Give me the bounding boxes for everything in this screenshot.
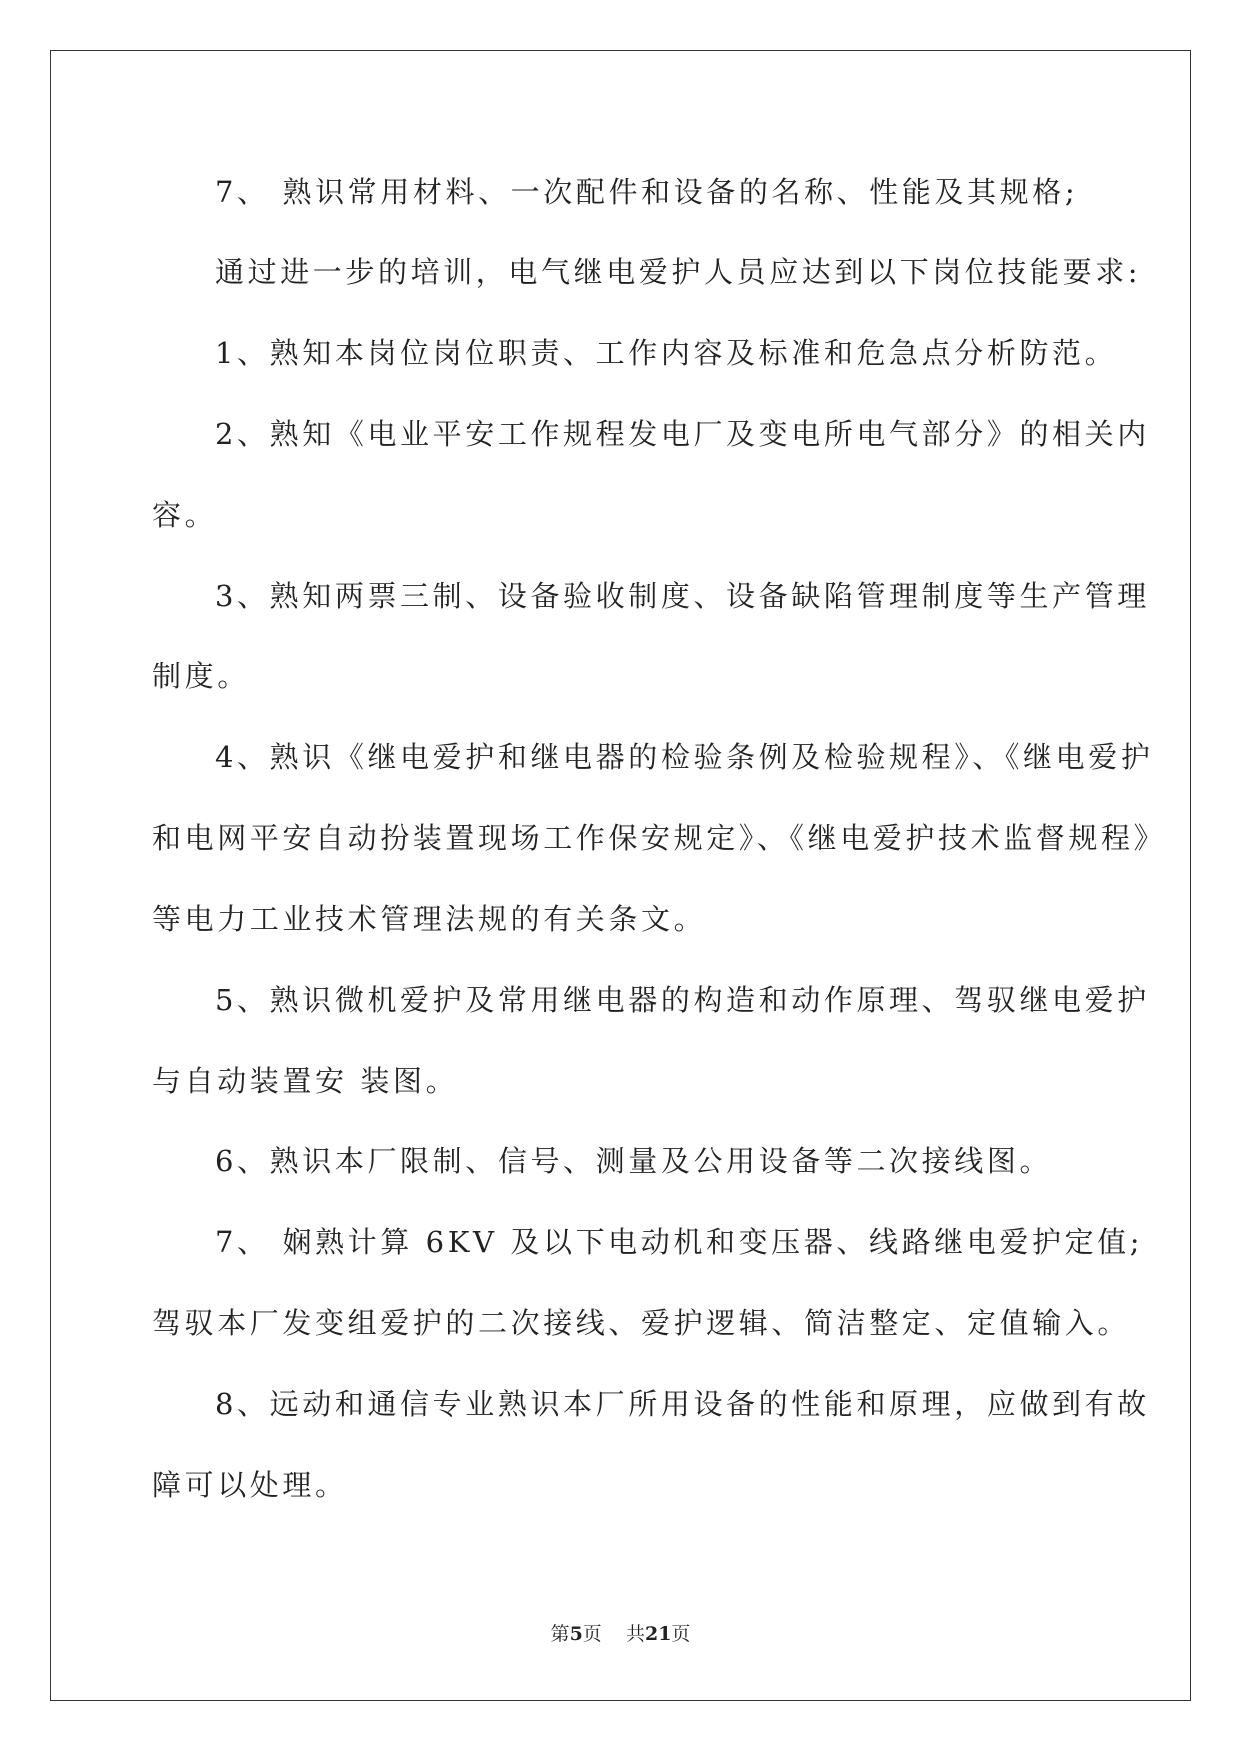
text-line: 7、 熟识常用材料、一次配件和设备的名称、性能及其规格; xyxy=(215,175,1079,209)
page-suffix: 页 xyxy=(671,1623,691,1645)
page-number: 5 xyxy=(569,1623,583,1645)
text-line: 8、远动和通信专业熟识本厂所用设备的性能和原理，应做到有故 xyxy=(215,1387,1150,1421)
text-line: 障可以处理。 xyxy=(152,1468,348,1502)
page-border xyxy=(50,50,1191,1701)
text-line: 驾驭本厂发变组爱护的二次接线、爱护逻辑、简洁整定、定值输入。 xyxy=(152,1306,1131,1340)
text-line: 容。 xyxy=(152,498,218,532)
text-line: 1、熟知本岗位岗位职责、工作内容及标准和危急点分析防范。 xyxy=(215,336,1118,370)
text-line: 等电力工业技术管理法规的有关条文。 xyxy=(152,902,707,936)
page-mid: 页 共 xyxy=(582,1623,645,1645)
text-line: 3、熟知两票三制、设备验收制度、设备缺陷管理制度等生产管理 xyxy=(215,579,1150,613)
text-line: 制度。 xyxy=(152,659,250,693)
text-line: 4、熟识《继电爱护和继电器的检验条例及检验规程》、《继电爱护 xyxy=(215,740,1154,774)
text-line: 与自动装置安 装图。 xyxy=(152,1064,459,1098)
text-line: 6、熟识本厂限制、信号、测量及公用设备等二次接线图。 xyxy=(215,1144,1053,1178)
text-line: 7、 娴熟计算 6KV 及以下电动机和变压器、线路继电爱护定值; xyxy=(215,1225,1144,1259)
text-line: 5、熟识微机爱护及常用继电器的构造和动作原理、驾驭继电爱护 xyxy=(215,983,1150,1017)
text-line: 通过进一步的培训，电气继电爱护人员应达到以下岗位技能要求: xyxy=(215,255,1142,289)
page-total: 21 xyxy=(644,1623,672,1645)
page-prefix: 第 xyxy=(550,1623,570,1645)
page-footer xyxy=(0,1622,1241,1646)
text-line: 和电网平安自动扮装置现场工作保安规定》、《继电爱护技术监督规程》 xyxy=(152,821,1167,855)
text-line: 2、熟知《电业平安工作规程发电厂及变电所电气部分》的相关内 xyxy=(215,417,1150,451)
